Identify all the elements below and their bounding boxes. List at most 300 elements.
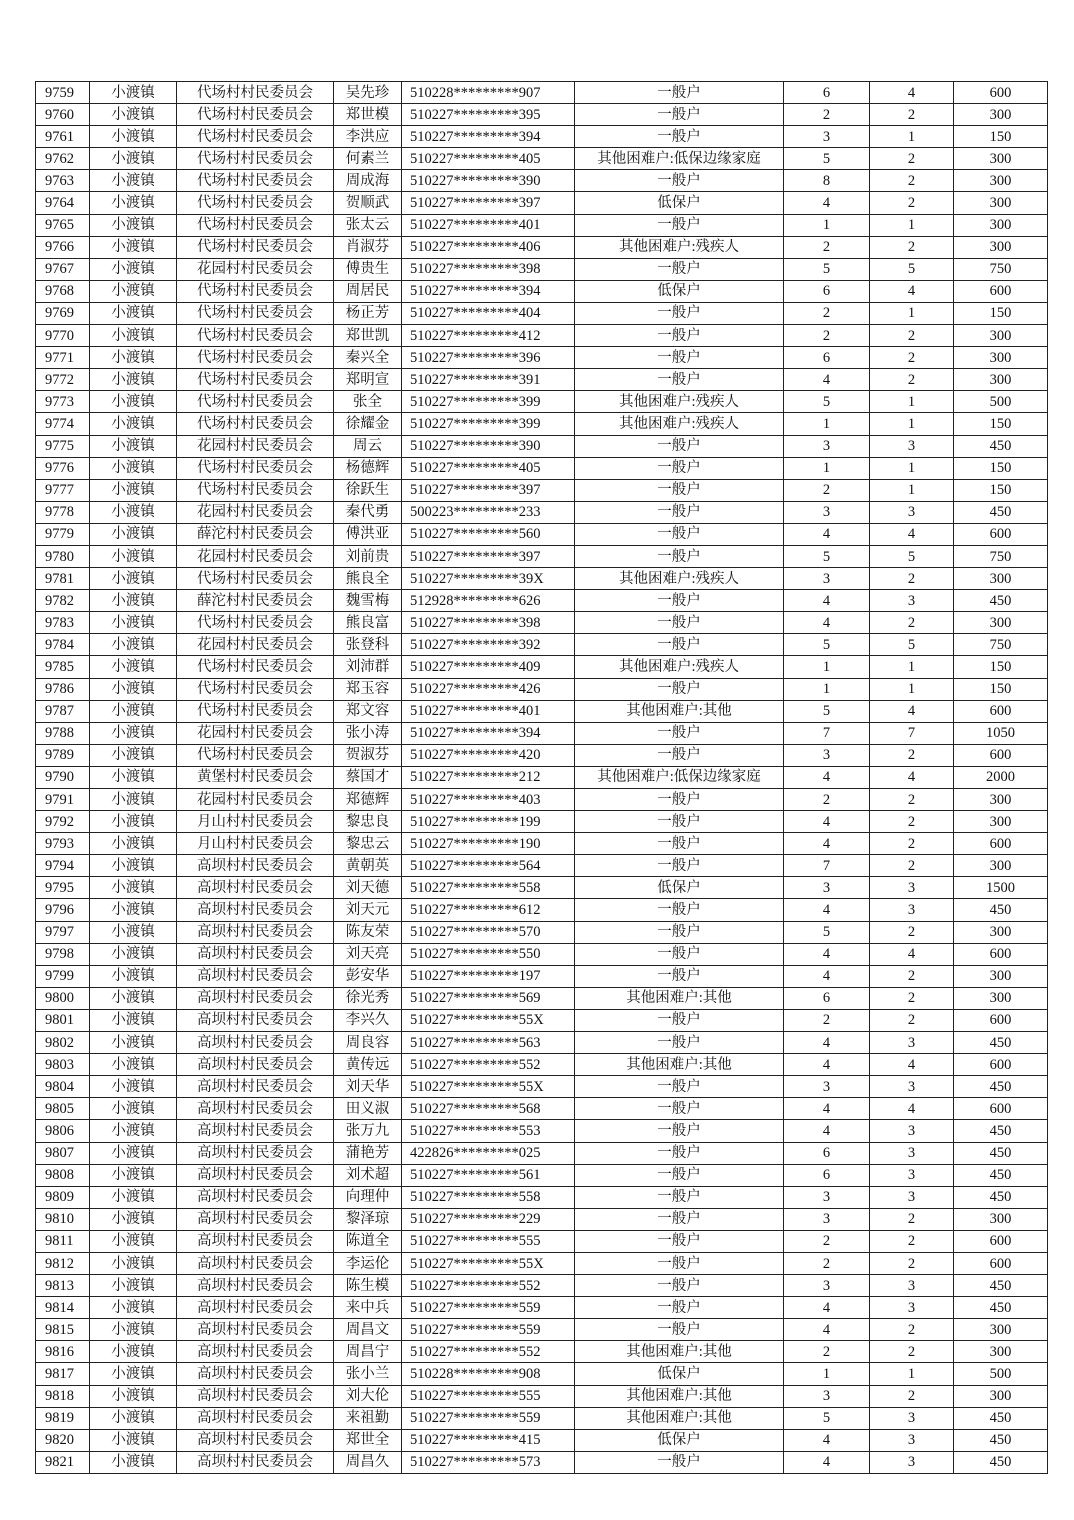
amount-cell: 300 — [954, 987, 1048, 1009]
id-cell: 510227*********401 — [402, 214, 575, 236]
household-size-cell: 1 — [784, 678, 870, 700]
town-cell: 小渡镇 — [90, 1363, 177, 1385]
name-cell: 杨正芳 — [334, 302, 402, 324]
aided-count-cell: 3 — [870, 1164, 954, 1186]
seq-cell: 9778 — [36, 501, 90, 523]
seq-cell: 9774 — [36, 413, 90, 435]
amount-cell: 300 — [954, 192, 1048, 214]
table-row — [36, 612, 1048, 634]
town-cell: 小渡镇 — [90, 170, 177, 192]
type-cell: 一般户 — [575, 1098, 784, 1120]
aided-count-cell: 1 — [870, 214, 954, 236]
town-cell: 小渡镇 — [90, 811, 177, 833]
town-cell: 小渡镇 — [90, 921, 177, 943]
village-cell: 薛沱村村民委员会 — [177, 590, 334, 612]
village-cell: 高坝村村民委员会 — [177, 1098, 334, 1120]
name-cell: 徐耀金 — [334, 413, 402, 435]
table-row — [36, 1098, 1048, 1120]
aided-count-cell: 2 — [870, 568, 954, 590]
name-cell: 来中兵 — [334, 1297, 402, 1319]
household-size-cell: 1 — [784, 1363, 870, 1385]
id-cell: 510227*********415 — [402, 1429, 575, 1451]
aided-count-cell: 3 — [870, 1297, 954, 1319]
type-cell: 一般户 — [575, 1186, 784, 1208]
village-cell: 花园村村民委员会 — [177, 545, 334, 567]
household-size-cell: 2 — [784, 1341, 870, 1363]
table-row — [36, 744, 1048, 766]
town-cell: 小渡镇 — [90, 545, 177, 567]
type-cell: 其他困难户:残疾人 — [575, 568, 784, 590]
household-size-cell: 4 — [784, 1098, 870, 1120]
table-row — [36, 1252, 1048, 1274]
type-cell: 一般户 — [575, 435, 784, 457]
table-row — [36, 1429, 1048, 1451]
amount-cell: 300 — [954, 965, 1048, 987]
seq-cell: 9760 — [36, 104, 90, 126]
table-row — [36, 965, 1048, 987]
name-cell: 郑德辉 — [334, 789, 402, 811]
amount-cell: 300 — [954, 1319, 1048, 1341]
town-cell: 小渡镇 — [90, 1297, 177, 1319]
type-cell: 一般户 — [575, 1297, 784, 1319]
aided-count-cell: 2 — [870, 744, 954, 766]
type-cell: 低保户 — [575, 280, 784, 302]
town-cell: 小渡镇 — [90, 899, 177, 921]
document-page — [35, 81, 1047, 1474]
name-cell: 陈友荣 — [334, 921, 402, 943]
town-cell: 小渡镇 — [90, 722, 177, 744]
seq-cell: 9763 — [36, 170, 90, 192]
type-cell: 一般户 — [575, 678, 784, 700]
household-size-cell: 2 — [784, 479, 870, 501]
type-cell: 其他困难户:其他 — [575, 700, 784, 722]
village-cell: 高坝村村民委员会 — [177, 1451, 334, 1473]
household-size-cell: 2 — [784, 236, 870, 258]
type-cell: 低保户 — [575, 1363, 784, 1385]
seq-cell: 9811 — [36, 1230, 90, 1252]
town-cell: 小渡镇 — [90, 700, 177, 722]
seq-cell: 9788 — [36, 722, 90, 744]
name-cell: 周昌宁 — [334, 1341, 402, 1363]
household-size-cell: 4 — [784, 1297, 870, 1319]
table-row — [36, 126, 1048, 148]
table-row — [36, 479, 1048, 501]
household-size-cell: 4 — [784, 899, 870, 921]
aided-count-cell: 2 — [870, 104, 954, 126]
id-cell: 510227*********560 — [402, 523, 575, 545]
village-cell: 代场村村民委员会 — [177, 612, 334, 634]
household-size-cell: 5 — [784, 1407, 870, 1429]
id-cell: 510227*********199 — [402, 811, 575, 833]
seq-cell: 9819 — [36, 1407, 90, 1429]
table-row — [36, 1186, 1048, 1208]
aided-count-cell: 2 — [870, 1252, 954, 1274]
amount-cell: 300 — [954, 921, 1048, 943]
aided-count-cell: 2 — [870, 987, 954, 1009]
name-cell: 郑世凯 — [334, 325, 402, 347]
village-cell: 花园村村民委员会 — [177, 722, 334, 744]
table-row — [36, 700, 1048, 722]
type-cell: 其他困难户:其他 — [575, 987, 784, 1009]
type-cell: 一般户 — [575, 170, 784, 192]
type-cell: 一般户 — [575, 1252, 784, 1274]
seq-cell: 9792 — [36, 811, 90, 833]
amount-cell: 300 — [954, 369, 1048, 391]
type-cell: 一般户 — [575, 833, 784, 855]
id-cell: 510227*********55X — [402, 1076, 575, 1098]
town-cell: 小渡镇 — [90, 1341, 177, 1363]
amount-cell: 1500 — [954, 877, 1048, 899]
amount-cell: 300 — [954, 1385, 1048, 1407]
name-cell: 傅洪亚 — [334, 523, 402, 545]
village-cell: 代场村村民委员会 — [177, 170, 334, 192]
table-row — [36, 943, 1048, 965]
household-size-cell: 5 — [784, 700, 870, 722]
aided-count-cell: 2 — [870, 811, 954, 833]
name-cell: 肖淑芬 — [334, 236, 402, 258]
table-row — [36, 347, 1048, 369]
household-size-cell: 1 — [784, 413, 870, 435]
seq-cell: 9821 — [36, 1451, 90, 1473]
village-cell: 代场村村民委员会 — [177, 656, 334, 678]
household-size-cell: 4 — [784, 766, 870, 788]
seq-cell: 9794 — [36, 855, 90, 877]
town-cell: 小渡镇 — [90, 1407, 177, 1429]
amount-cell: 450 — [954, 899, 1048, 921]
household-size-cell: 3 — [784, 1208, 870, 1230]
aided-count-cell: 3 — [870, 1451, 954, 1473]
seq-cell: 9780 — [36, 545, 90, 567]
name-cell: 陈生模 — [334, 1275, 402, 1297]
type-cell: 其他困难户:低保边缘家庭 — [575, 148, 784, 170]
type-cell: 一般户 — [575, 104, 784, 126]
aided-count-cell: 2 — [870, 347, 954, 369]
table-row — [36, 192, 1048, 214]
id-cell: 510227*********394 — [402, 126, 575, 148]
village-cell: 高坝村村民委员会 — [177, 1319, 334, 1341]
town-cell: 小渡镇 — [90, 1230, 177, 1252]
table-row — [36, 413, 1048, 435]
name-cell: 周昌久 — [334, 1451, 402, 1473]
aided-count-cell: 3 — [870, 1429, 954, 1451]
town-cell: 小渡镇 — [90, 457, 177, 479]
village-cell: 高坝村村民委员会 — [177, 1009, 334, 1031]
village-cell: 高坝村村民委员会 — [177, 1429, 334, 1451]
seq-cell: 9785 — [36, 656, 90, 678]
id-cell: 510227*********612 — [402, 899, 575, 921]
amount-cell: 300 — [954, 325, 1048, 347]
village-cell: 月山村村民委员会 — [177, 833, 334, 855]
seq-cell: 9787 — [36, 700, 90, 722]
id-cell: 510227*********420 — [402, 744, 575, 766]
amount-cell: 500 — [954, 391, 1048, 413]
seq-cell: 9809 — [36, 1186, 90, 1208]
amount-cell: 150 — [954, 302, 1048, 324]
seq-cell: 9803 — [36, 1054, 90, 1076]
seq-cell: 9804 — [36, 1076, 90, 1098]
town-cell: 小渡镇 — [90, 479, 177, 501]
type-cell: 一般户 — [575, 1164, 784, 1186]
table-row — [36, 1032, 1048, 1054]
household-size-cell: 4 — [784, 1319, 870, 1341]
name-cell: 来祖勤 — [334, 1407, 402, 1429]
village-cell: 代场村村民委员会 — [177, 280, 334, 302]
town-cell: 小渡镇 — [90, 1054, 177, 1076]
town-cell: 小渡镇 — [90, 192, 177, 214]
id-cell: 510227*********190 — [402, 833, 575, 855]
type-cell: 一般户 — [575, 347, 784, 369]
seq-cell: 9820 — [36, 1429, 90, 1451]
seq-cell: 9793 — [36, 833, 90, 855]
id-cell: 510227*********558 — [402, 1186, 575, 1208]
seq-cell: 9772 — [36, 369, 90, 391]
seq-cell: 9800 — [36, 987, 90, 1009]
amount-cell: 450 — [954, 1275, 1048, 1297]
household-size-cell: 6 — [784, 82, 870, 104]
town-cell: 小渡镇 — [90, 1164, 177, 1186]
type-cell: 一般户 — [575, 1032, 784, 1054]
town-cell: 小渡镇 — [90, 766, 177, 788]
village-cell: 高坝村村民委员会 — [177, 1032, 334, 1054]
seq-cell: 9795 — [36, 877, 90, 899]
town-cell: 小渡镇 — [90, 612, 177, 634]
name-cell: 黎忠良 — [334, 811, 402, 833]
amount-cell: 600 — [954, 833, 1048, 855]
seq-cell: 9808 — [36, 1164, 90, 1186]
town-cell: 小渡镇 — [90, 258, 177, 280]
aided-count-cell: 2 — [870, 789, 954, 811]
village-cell: 代场村村民委员会 — [177, 325, 334, 347]
id-cell: 510227*********568 — [402, 1098, 575, 1120]
aided-count-cell: 1 — [870, 457, 954, 479]
amount-cell: 450 — [954, 1076, 1048, 1098]
seq-cell: 9801 — [36, 1009, 90, 1031]
town-cell: 小渡镇 — [90, 1275, 177, 1297]
amount-cell: 300 — [954, 811, 1048, 833]
type-cell: 其他困难户:残疾人 — [575, 413, 784, 435]
table-row — [36, 1009, 1048, 1031]
village-cell: 高坝村村民委员会 — [177, 899, 334, 921]
amount-cell: 500 — [954, 1363, 1048, 1385]
amount-cell: 450 — [954, 590, 1048, 612]
type-cell: 一般户 — [575, 1076, 784, 1098]
name-cell: 周良容 — [334, 1032, 402, 1054]
name-cell: 刘沛群 — [334, 656, 402, 678]
name-cell: 郑玉容 — [334, 678, 402, 700]
table-row — [36, 236, 1048, 258]
type-cell: 一般户 — [575, 523, 784, 545]
id-cell: 510227*********398 — [402, 258, 575, 280]
village-cell: 高坝村村民委员会 — [177, 1142, 334, 1164]
seq-cell: 9806 — [36, 1120, 90, 1142]
type-cell: 其他困难户:残疾人 — [575, 236, 784, 258]
aided-count-cell: 2 — [870, 192, 954, 214]
aided-count-cell: 4 — [870, 700, 954, 722]
village-cell: 高坝村村民委员会 — [177, 855, 334, 877]
household-size-cell: 4 — [784, 1429, 870, 1451]
household-size-cell: 1 — [784, 214, 870, 236]
household-size-cell: 5 — [784, 391, 870, 413]
name-cell: 陈道全 — [334, 1230, 402, 1252]
type-cell: 其他困难户:其他 — [575, 1385, 784, 1407]
town-cell: 小渡镇 — [90, 1009, 177, 1031]
amount-cell: 300 — [954, 612, 1048, 634]
household-size-cell: 2 — [784, 1230, 870, 1252]
table-row — [36, 325, 1048, 347]
type-cell: 一般户 — [575, 545, 784, 567]
household-size-cell: 5 — [784, 921, 870, 943]
household-size-cell: 5 — [784, 258, 870, 280]
household-size-cell: 1 — [784, 457, 870, 479]
table-row — [36, 1054, 1048, 1076]
type-cell: 一般户 — [575, 479, 784, 501]
town-cell: 小渡镇 — [90, 214, 177, 236]
aided-count-cell: 3 — [870, 590, 954, 612]
id-cell: 512928*********626 — [402, 590, 575, 612]
id-cell: 510227*********397 — [402, 545, 575, 567]
town-cell: 小渡镇 — [90, 1186, 177, 1208]
name-cell: 张登科 — [334, 634, 402, 656]
town-cell: 小渡镇 — [90, 634, 177, 656]
village-cell: 代场村村民委员会 — [177, 192, 334, 214]
seq-cell: 9791 — [36, 789, 90, 811]
household-size-cell: 7 — [784, 855, 870, 877]
amount-cell: 150 — [954, 479, 1048, 501]
town-cell: 小渡镇 — [90, 148, 177, 170]
aided-count-cell: 3 — [870, 1120, 954, 1142]
id-cell: 510227*********397 — [402, 192, 575, 214]
household-size-cell: 6 — [784, 347, 870, 369]
type-cell: 一般户 — [575, 1275, 784, 1297]
id-cell: 510227*********559 — [402, 1297, 575, 1319]
amount-cell: 450 — [954, 1142, 1048, 1164]
aided-count-cell: 3 — [870, 1142, 954, 1164]
household-size-cell: 5 — [784, 634, 870, 656]
id-cell: 510227*********409 — [402, 656, 575, 678]
village-cell: 代场村村民委员会 — [177, 479, 334, 501]
seq-cell: 9799 — [36, 965, 90, 987]
aided-count-cell: 2 — [870, 921, 954, 943]
type-cell: 一般户 — [575, 899, 784, 921]
name-cell: 贺淑芬 — [334, 744, 402, 766]
amount-cell: 300 — [954, 1341, 1048, 1363]
village-cell: 代场村村民委员会 — [177, 744, 334, 766]
village-cell: 代场村村民委员会 — [177, 236, 334, 258]
id-cell: 510228*********908 — [402, 1363, 575, 1385]
table-row — [36, 1363, 1048, 1385]
village-cell: 高坝村村民委员会 — [177, 1385, 334, 1407]
seq-cell: 9781 — [36, 568, 90, 590]
household-size-cell: 3 — [784, 435, 870, 457]
type-cell: 一般户 — [575, 214, 784, 236]
name-cell: 魏雪梅 — [334, 590, 402, 612]
town-cell: 小渡镇 — [90, 1098, 177, 1120]
household-size-cell: 3 — [784, 1076, 870, 1098]
town-cell: 小渡镇 — [90, 789, 177, 811]
town-cell: 小渡镇 — [90, 347, 177, 369]
name-cell: 李运伦 — [334, 1252, 402, 1274]
town-cell: 小渡镇 — [90, 943, 177, 965]
seq-cell: 9759 — [36, 82, 90, 104]
aided-count-cell: 2 — [870, 965, 954, 987]
id-cell: 510227*********563 — [402, 1032, 575, 1054]
aided-count-cell: 2 — [870, 236, 954, 258]
id-cell: 510227*********391 — [402, 369, 575, 391]
type-cell: 其他困难户:其他 — [575, 1341, 784, 1363]
name-cell: 徐跃生 — [334, 479, 402, 501]
seq-cell: 9816 — [36, 1341, 90, 1363]
name-cell: 郑世全 — [334, 1429, 402, 1451]
name-cell: 张小涛 — [334, 722, 402, 744]
amount-cell: 150 — [954, 126, 1048, 148]
id-cell: 510227*********405 — [402, 148, 575, 170]
amount-cell: 600 — [954, 943, 1048, 965]
type-cell: 一般户 — [575, 1009, 784, 1031]
type-cell: 一般户 — [575, 965, 784, 987]
amount-cell: 450 — [954, 1164, 1048, 1186]
type-cell: 其他困难户:其他 — [575, 1054, 784, 1076]
seq-cell: 9777 — [36, 479, 90, 501]
amount-cell: 750 — [954, 634, 1048, 656]
name-cell: 刘天亮 — [334, 943, 402, 965]
table-row — [36, 170, 1048, 192]
table-row — [36, 545, 1048, 567]
village-cell: 高坝村村民委员会 — [177, 1230, 334, 1252]
seq-cell: 9783 — [36, 612, 90, 634]
town-cell: 小渡镇 — [90, 1385, 177, 1407]
town-cell: 小渡镇 — [90, 501, 177, 523]
seq-cell: 9766 — [36, 236, 90, 258]
household-size-cell: 4 — [784, 1120, 870, 1142]
village-cell: 黄堡村村民委员会 — [177, 766, 334, 788]
name-cell: 张太云 — [334, 214, 402, 236]
id-cell: 510227*********406 — [402, 236, 575, 258]
amount-cell: 300 — [954, 236, 1048, 258]
household-size-cell: 7 — [784, 722, 870, 744]
name-cell: 张万九 — [334, 1120, 402, 1142]
village-cell: 高坝村村民委员会 — [177, 921, 334, 943]
village-cell: 高坝村村民委员会 — [177, 1275, 334, 1297]
aided-count-cell: 3 — [870, 1032, 954, 1054]
town-cell: 小渡镇 — [90, 568, 177, 590]
town-cell: 小渡镇 — [90, 987, 177, 1009]
household-size-cell: 4 — [784, 369, 870, 391]
name-cell: 郑世模 — [334, 104, 402, 126]
aided-count-cell: 4 — [870, 1098, 954, 1120]
village-cell: 高坝村村民委员会 — [177, 1341, 334, 1363]
household-size-cell: 3 — [784, 744, 870, 766]
seq-cell: 9762 — [36, 148, 90, 170]
town-cell: 小渡镇 — [90, 678, 177, 700]
village-cell: 代场村村民委员会 — [177, 347, 334, 369]
table-row — [36, 722, 1048, 744]
seq-cell: 9761 — [36, 126, 90, 148]
amount-cell: 600 — [954, 1252, 1048, 1274]
seq-cell: 9810 — [36, 1208, 90, 1230]
id-cell: 510227*********55X — [402, 1009, 575, 1031]
name-cell: 周昌文 — [334, 1319, 402, 1341]
town-cell: 小渡镇 — [90, 104, 177, 126]
town-cell: 小渡镇 — [90, 413, 177, 435]
seq-cell: 9784 — [36, 634, 90, 656]
type-cell: 一般户 — [575, 325, 784, 347]
name-cell: 李洪应 — [334, 126, 402, 148]
type-cell: 一般户 — [575, 501, 784, 523]
household-size-cell: 4 — [784, 1032, 870, 1054]
name-cell: 周云 — [334, 435, 402, 457]
village-cell: 高坝村村民委员会 — [177, 1363, 334, 1385]
seq-cell: 9765 — [36, 214, 90, 236]
